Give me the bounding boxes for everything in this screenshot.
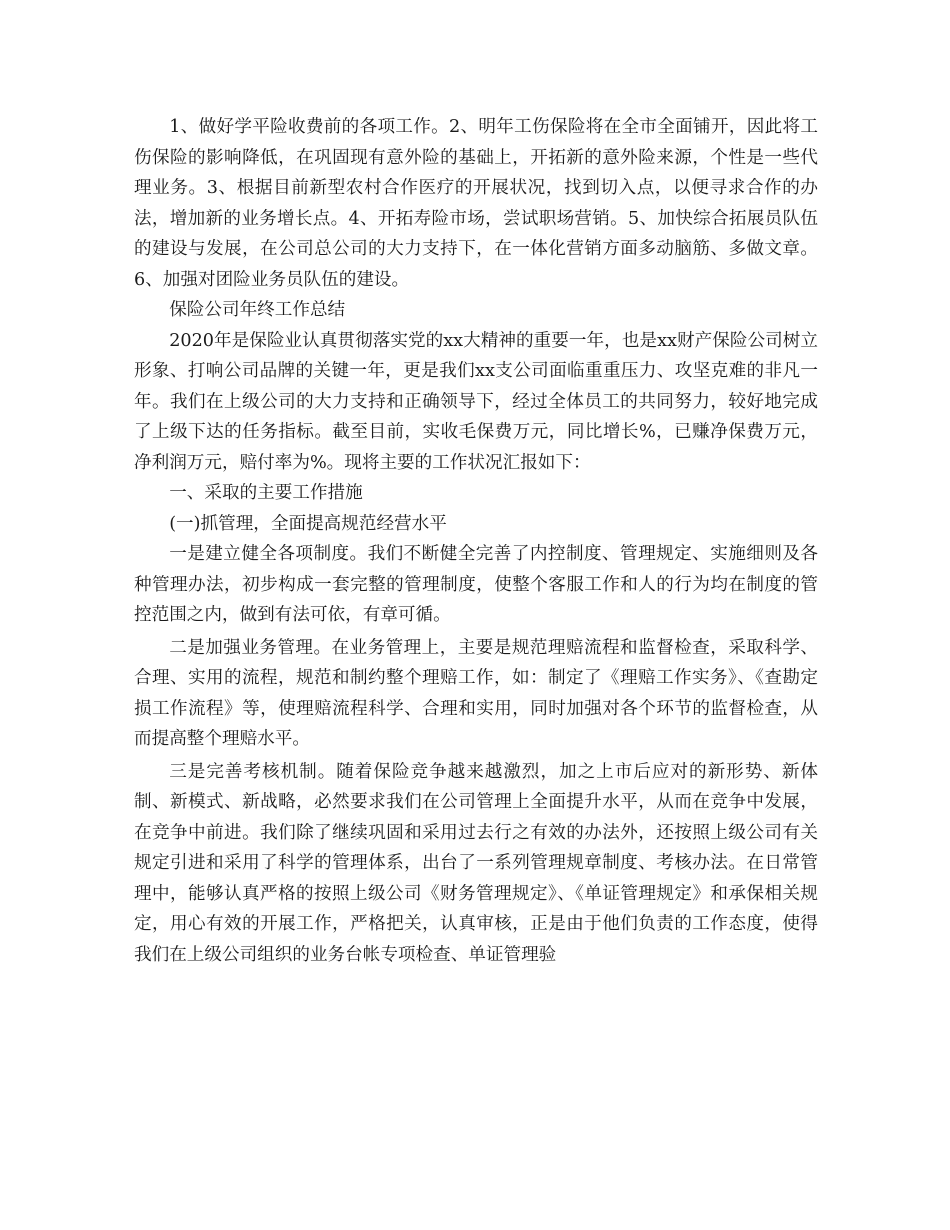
paragraph-business-management: 二是加强业务管理。在业务管理上，主要是规范理赔流程和监督检查，采取科学、合理、实用的流程，规范和制约整个理赔工作，如：制定了《理赔工作实务》、《查勘定损工作流程》等，使理赔流程科学、合理和实用，同时加强对各个环节的监督检查，从而提高整个理赔水平。 — [134, 637, 818, 749]
paragraph-systems: 一是建立健全各项制度。我们不断健全完善了内控制度、管理规定、实施细则及各种管理办法，初步构成一套完整的管理制度，使整个客服工作和人的行为均在制度的管控范围之内，做到有法可依，有章可循。 — [134, 544, 818, 625]
paragraph-intro: 2020年是保险业认真贯彻落实党的xx大精神的重要一年，也是xx财产保险公司树立形象、打响公司品牌的关键一年，更是我们xx支公司面临重重压力、攻坚克难的非凡一年。我们在上级公司的大力支持和正确领导下，经过全体员工的共同努力，较好地完成了上级下达的任务指标。截至目前，实收毛保费万元，同比增长%，已赚净保费万元，净利润万元，赔付率为%。现将主要的工作状况汇报如下： — [134, 330, 818, 473]
subheading-management: (一)抓管理，全面提高规范经营水平 — [169, 513, 447, 534]
heading-main-measures: 一、采取的主要工作措施 — [169, 483, 363, 503]
paragraph-assessment: 三是完善考核机制。随着保险竞争越来越激烈，加之上市后应对的新形势、新体制、新模式、新战略，必然要求我们在公司管理上全面提升水平，从而在竞争中发展，在竞争中前进。我们除了继续巩固和采用过去行之有效的办法外，还按照上级公司有关规定引进和采用了科学的管理体系，出台了一系列管理规章制度、考核办法。在日常管理中，能够认真严格的按照上级公司《财务管理规定》、《单证管理规定》和承保相关规定，用心有效的开展工作，严格把关，认真审核，正是由于他们负责的工作态度，使得我们在上级公司组织的业务台帐专项检查、单证管理验 — [134, 761, 818, 965]
section-title: 保险公司年终工作总结 — [169, 300, 346, 320]
paragraph-work-plan: 1、做好学平险收费前的各项工作。2、明年工伤保险将在全市全面铺开，因此将工伤保险的影响降低，在巩固现有意外险的基础上，开拓新的意外险来源，个性是一些代理业务。3、根据目前新型农村合作医疗的开展状况，找到切入点，以便寻求合作的办法，增加新的业务增长点。4、开拓寿险市场，尝试职场营销。5、加快综合拓展员队伍的建设与发展，在公司总公司的大力支持下，在一体化营销方面多动脑筋、多做文章。6、加强对团险业务员队伍的建设。 — [134, 117, 818, 290]
document-body — [134, 112, 818, 970]
